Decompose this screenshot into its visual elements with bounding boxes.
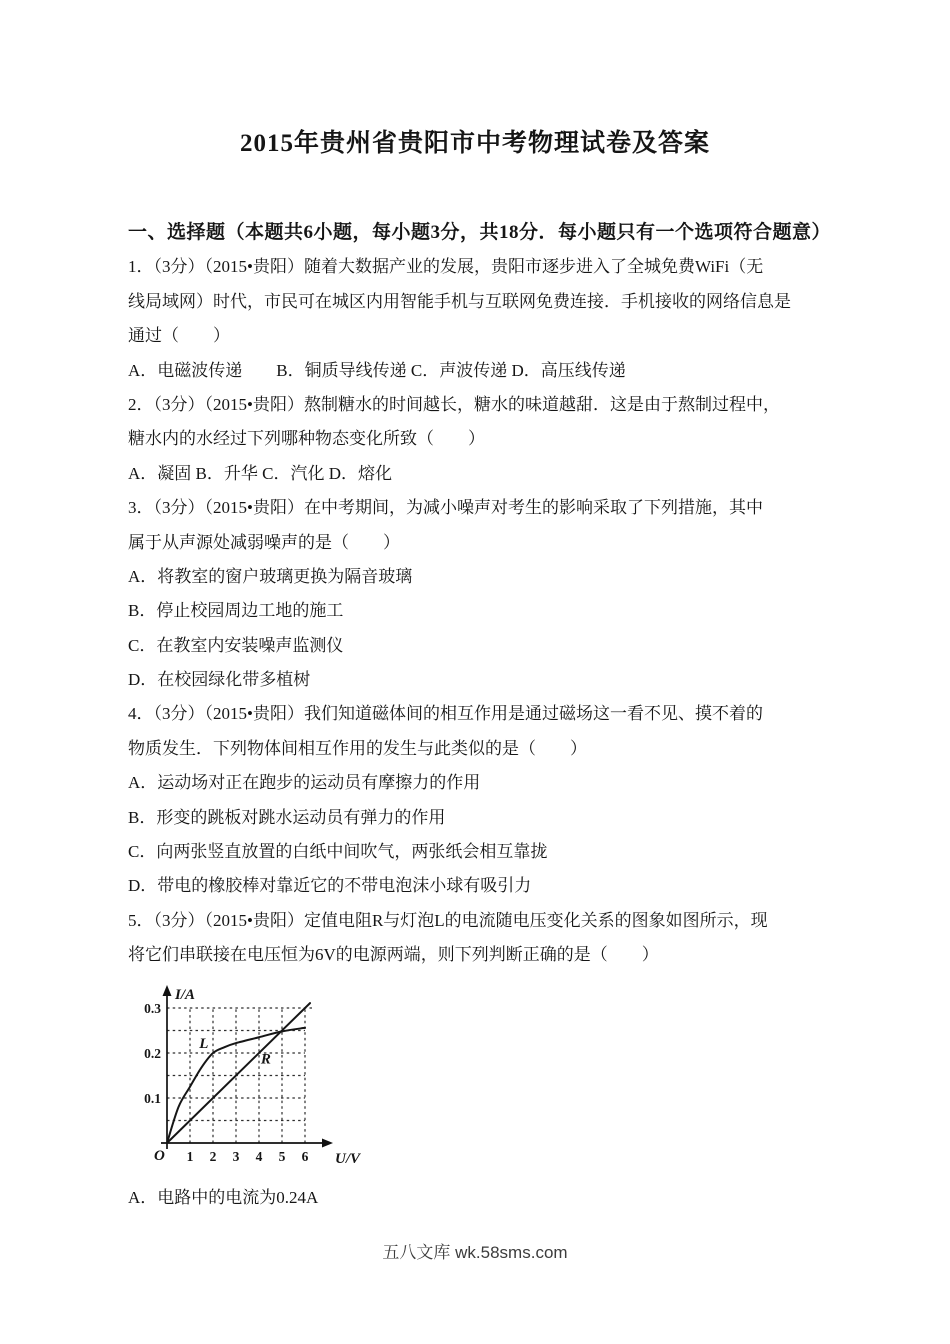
footer-watermark: 五八文库 wk.58sms.com xyxy=(382,1243,568,1262)
x-tick-label: 3 xyxy=(232,1149,240,1164)
document-title: 2015年贵州省贵阳市中考物理试卷及答案 xyxy=(239,130,710,157)
q4-stem-line-2: 物质发生．下列物体间相互作用的发生与此类似的是（ ） xyxy=(128,738,587,758)
iv-characteristic-chart xyxy=(128,983,388,1183)
q1-stem-line-3: 通过（ ） xyxy=(128,326,230,346)
q3-stem-line-2: 属于从声源处减弱噪声的是（ ） xyxy=(128,532,400,552)
series-label-L: L xyxy=(199,1036,209,1053)
y-tick-label: 0.2 xyxy=(144,1046,161,1061)
q5-stem-line-2: 将它们串联接在电压恒为6V的电源两端，则下列判断正确的是（ ） xyxy=(128,945,659,965)
q4-option-c: C．向两张竖直放置的白纸中间吹气，两张纸会相互靠拢 xyxy=(128,842,548,862)
q4-option-d: D．带电的橡胶棒对靠近它的不带电泡沫小球有吸引力 xyxy=(128,876,532,896)
x-axis-arrow xyxy=(322,1139,333,1148)
origin-label: O xyxy=(154,1148,165,1164)
x-tick-label: 6 xyxy=(301,1149,309,1164)
q1-stem-line-1: 1．（3分）（2015•贵阳）随着大数据产业的发展，贵阳市逐步进入了全城免费WiFi（无 xyxy=(128,257,764,277)
x-tick-label: 1 xyxy=(186,1149,194,1164)
q1-stem-line-2: 线局域网）时代，市民可在城区内用智能手机与互联网免费连接．手机接收的网络信息是 xyxy=(128,291,791,311)
x-tick-label: 2 xyxy=(209,1149,217,1164)
y-axis-arrow xyxy=(163,985,172,996)
q2-stem-line-1: 2．（3分）（2015•贵阳）熬制糖水的时间越长，糖水的味道越甜．这是由于熬制过程中， xyxy=(128,394,780,414)
q5-stem-line-1: 5．（3分）（2015•贵阳）定值电阻R与灯泡L的电流随电压变化关系的图象如图所示，现 xyxy=(128,910,768,930)
question-text-block xyxy=(128,216,873,973)
q2-stem-line-2: 糖水内的水经过下列哪种物态变化所致（ ） xyxy=(128,429,485,449)
series-R-path xyxy=(167,1003,310,1143)
iv-chart-svg xyxy=(128,983,388,1183)
y-tick-label: 0.1 xyxy=(144,1091,161,1106)
x-axis-label: U/V xyxy=(335,1151,361,1167)
q4-option-b: B．形变的跳板对跳水运动员有弹力的作用 xyxy=(128,807,446,827)
x-tick-label: 5 xyxy=(278,1149,286,1164)
q3-option-d: D．在校园绿化带多植树 xyxy=(128,670,311,690)
q3-option-a: A．将教室的窗户玻璃更换为隔音玻璃 xyxy=(128,566,413,586)
y-axis-label: I/A xyxy=(175,987,196,1003)
q3-option-c: C．在教室内安装噪声监测仪 xyxy=(128,635,344,655)
y-tick-label: 0.3 xyxy=(144,1001,161,1016)
q4-stem-line-1: 4．（3分）（2015•贵阳）我们知道磁体间的相互作用是通过磁场这一看不见、摸不着的 xyxy=(128,704,763,724)
q3-option-b: B．停止校园周边工地的施工 xyxy=(128,601,344,621)
q4-option-a: A．运动场对正在跑步的运动员有摩擦力的作用 xyxy=(128,773,481,793)
section-heading: 一、选择题（本题共6小题，每小题3分，共18分．每小题只有一个选项符合题意） xyxy=(128,222,832,243)
q3-stem-line-1: 3．（3分）（2015•贵阳）在中考期间，为减小噪声对考生的影响采取了下列措施，其中 xyxy=(128,498,763,518)
q2-options-line: A．凝固 B．升华 C．汽化 D．熔化 xyxy=(128,463,392,483)
x-tick-label: 4 xyxy=(255,1149,263,1164)
q5-option-a: A．电路中的电流为0.24A xyxy=(128,1188,319,1207)
q1-options-line: A．电磁波传递 B．铜质导线传递 C．声波传递 D．高压线传递 xyxy=(128,360,626,380)
series-label-R: R xyxy=(260,1051,271,1068)
